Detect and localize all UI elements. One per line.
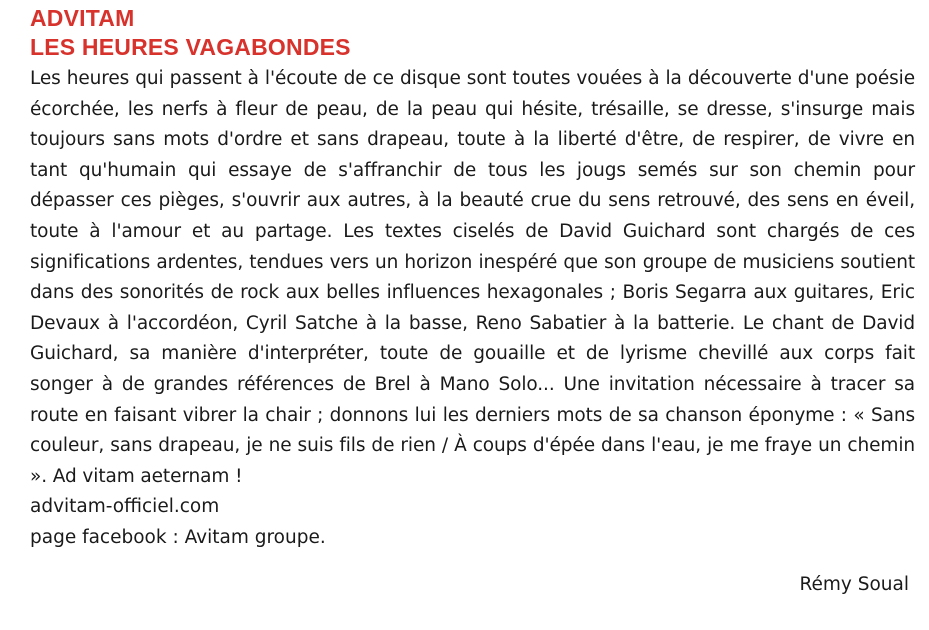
facebook-page: page facebook : Avitam groupe. (30, 526, 326, 548)
author-signature: Rémy Soual (799, 574, 909, 595)
website-link[interactable]: advitam-officiel.com (30, 496, 220, 518)
review-body: Les heures qui passent à l'écoute de ce disque sont toutes vouées à la découverte d'une poésie écorchée, les nerfs à fleur de peau, de la peau qui hésite, trésaille, se dresse, s'insurge mais toujours sans mots d'ordre et sans drapeau, toute à la liberté d'être, de respirer, de vivre en tant qu'humain qui essaye de s'affranchir de tous les jougs semés sur son chemin pour dépasser ces pièges, s'ouvrir aux autres, à la beauté crue du sens retrouvé, des sens en éveil, toute à l'amour et au partage. Les textes ciselés de David Guichard sont chargés de ces significations ardentes, tendues vers un horizon inespéré que son groupe de musiciens soutient dans des sonorités de rock aux belles influences hexagonales ; Boris Segarra aux guitares, Eric Devaux à l'accordéon, Cyril Satche à la basse, Reno Sabatier à la batterie. Le chant de David Guichard, sa manière d'interpréter, toute de gouaille et de lyrisme chevillé aux corps fait songer à de grandes références de Brel à Mano Solo... Une invitation nécessaire à tracer sa route en faisant vibrer la chair ; donnons lui les derniers mots de sa chanson éponyme : « Sans couleur, sans drapeau, je ne suis fils de rien / À coups d'épée dans l'eau, je me fraye un chemin ». Ad vitam aeternam ! (30, 68, 915, 487)
band-name: ADVITAM (30, 5, 135, 31)
album-review (30, 4, 915, 554)
album-title: LES HEURES VAGABONDES (30, 34, 351, 60)
